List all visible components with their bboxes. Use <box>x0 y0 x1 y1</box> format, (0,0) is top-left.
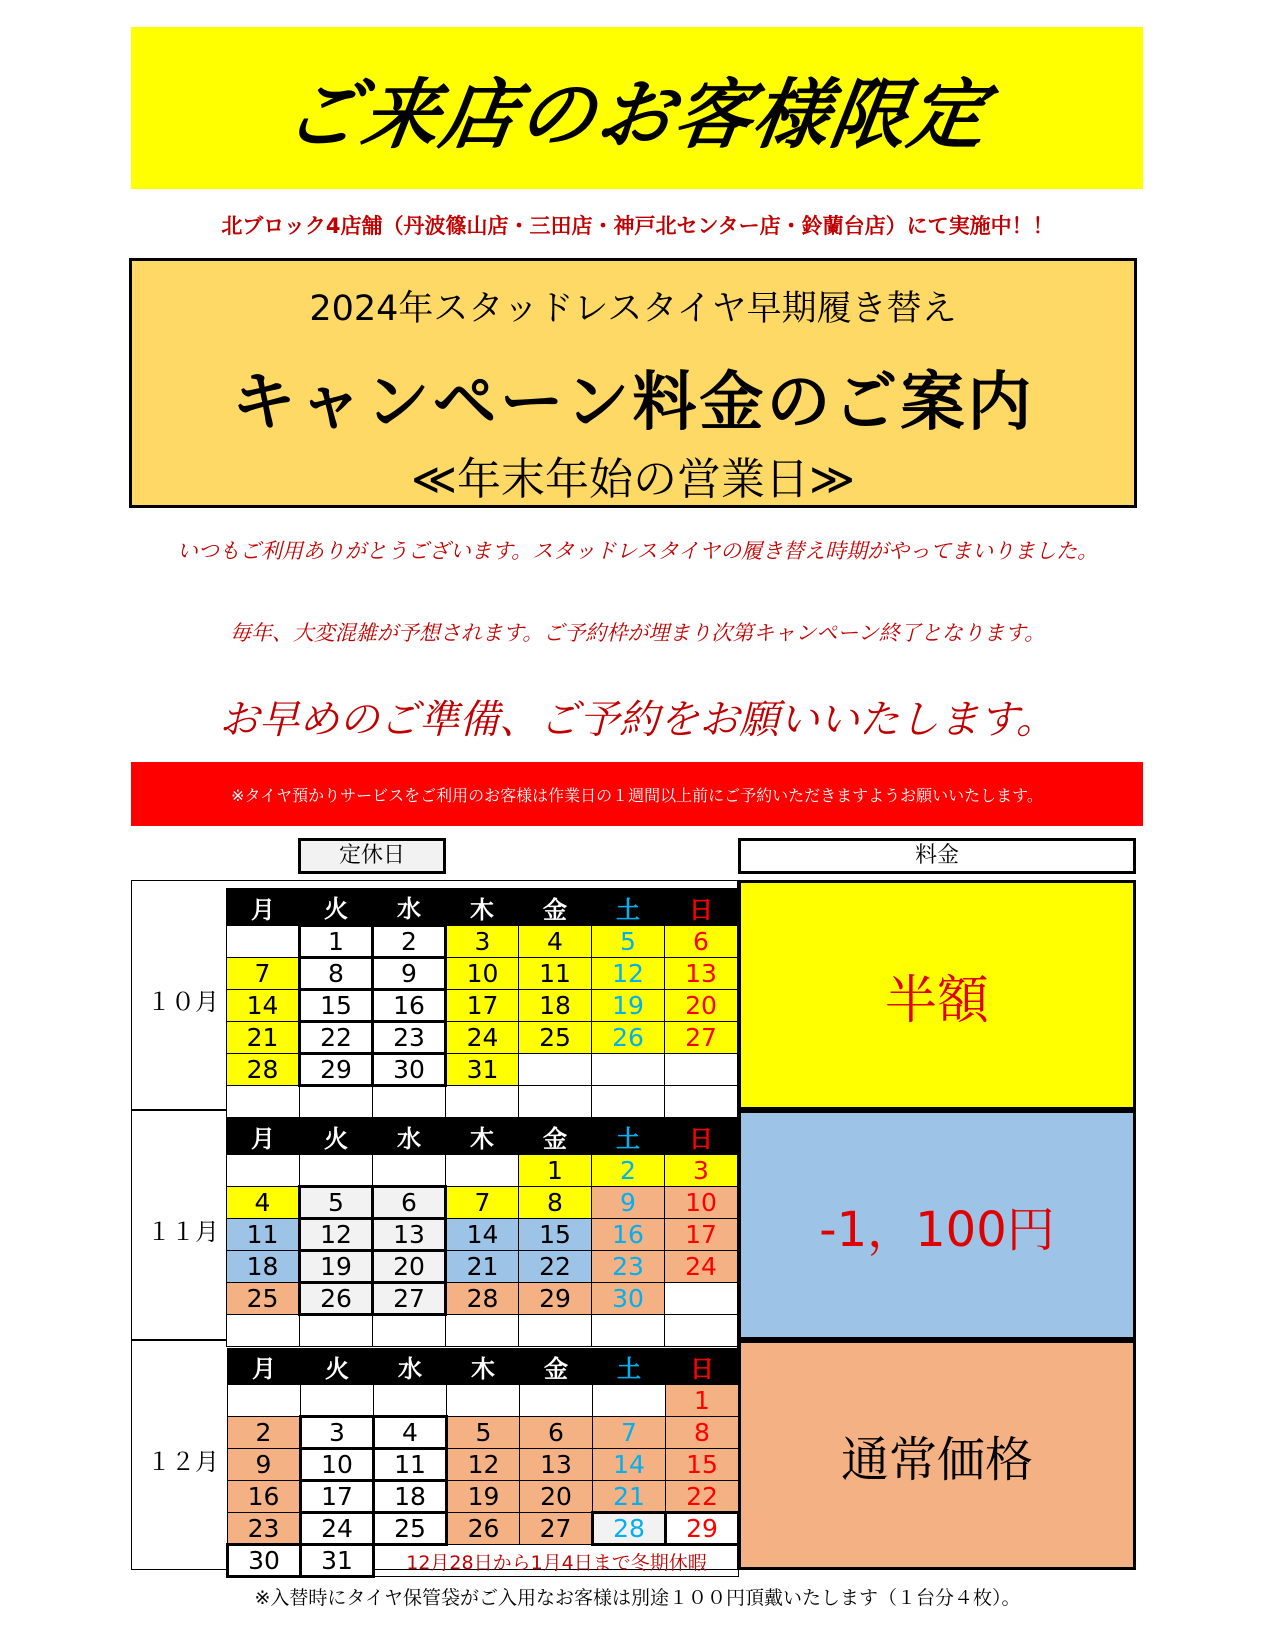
calendar-day <box>520 1385 593 1417</box>
calendar-december <box>226 1348 740 1578</box>
price-november <box>738 1110 1136 1340</box>
price-december <box>738 1340 1136 1570</box>
calendar-day: 11 <box>374 1449 447 1481</box>
weekday-header: 土 <box>592 1119 665 1155</box>
calendar-day: 3 <box>446 926 519 958</box>
calendar-day: 18 <box>227 1251 300 1283</box>
weekday-header: 土 <box>592 889 665 926</box>
calendar-day <box>592 1054 665 1086</box>
banner-title: ご来店のお客様限定 <box>278 69 994 159</box>
weekday-header: 金 <box>520 1349 593 1385</box>
calendar-day: 12 <box>592 958 665 990</box>
calendar-day: 16 <box>373 990 446 1022</box>
calendar-day: 26 <box>447 1513 520 1545</box>
calendar-day <box>447 1385 520 1417</box>
calendar-day: 23 <box>373 1022 446 1054</box>
calendar-day: 12 <box>300 1219 373 1251</box>
calendar-day: 15 <box>300 990 373 1022</box>
weekday-header: 金 <box>519 1119 592 1155</box>
calendar-day: 1 <box>300 926 373 958</box>
calendar-day: 22 <box>666 1481 739 1513</box>
message-reserve: お早めのご準備、ご予約をお願いいたします。 <box>219 697 1056 743</box>
calendar-day: 28 <box>446 1283 519 1315</box>
calendar-day: 25 <box>519 1022 592 1054</box>
calendar-day <box>665 1086 738 1118</box>
calendar-day: 19 <box>300 1251 373 1283</box>
calendar-day: 10 <box>301 1449 374 1481</box>
weekday-header: 水 <box>373 889 446 926</box>
calendar-day: 30 <box>592 1283 665 1315</box>
calendar-day <box>519 1054 592 1086</box>
calendar-day: 14 <box>446 1219 519 1251</box>
calendar-day: 18 <box>374 1481 447 1513</box>
calendar-day: 13 <box>520 1449 593 1481</box>
calendar-day: 2 <box>592 1155 665 1187</box>
price-value: 通常価格 <box>840 1431 1033 1488</box>
calendar-day <box>300 1155 373 1187</box>
calendar-day: 9 <box>592 1187 665 1219</box>
calendar-day: 17 <box>301 1481 374 1513</box>
calendar-day <box>373 1315 446 1347</box>
calendar-day: 8 <box>300 958 373 990</box>
weekday-header: 火 <box>300 1119 373 1155</box>
calendar-day: 6 <box>665 926 738 958</box>
calendar-day: 16 <box>228 1481 301 1513</box>
campaign-box <box>129 258 1137 508</box>
calendar-day: 12 <box>447 1449 520 1481</box>
footer-note: ※入替時にタイヤ保管袋がご入用なお客様は別途１００円頂戴いたします（１台分４枚）。 <box>254 1587 1021 1609</box>
calendar-day: 11 <box>519 958 592 990</box>
calendar-day: 25 <box>227 1283 300 1315</box>
calendar-day: 23 <box>592 1251 665 1283</box>
calendar-day: 2 <box>228 1417 301 1449</box>
calendar-day: 4 <box>227 1187 300 1219</box>
weekday-header: 水 <box>373 1119 446 1155</box>
calendar-day: 2 <box>373 926 446 958</box>
calendar-day <box>301 1385 374 1417</box>
message-greeting: いつもご利用ありがとうございます。スタッドレスタイヤの履き替え時期がやってまいりました。 <box>176 539 1099 563</box>
stores-line: 北ブロック4店舗（丹波篠山店・三田店・神戸北センター店・鈴蘭台店）にて実施中！！ <box>221 214 1054 238</box>
calendar-day <box>665 1283 738 1315</box>
calendar-day <box>592 1315 665 1347</box>
weekday-header: 月 <box>228 1349 301 1385</box>
calendar-day: 17 <box>665 1219 738 1251</box>
calendar-day <box>519 1315 592 1347</box>
calendar-day <box>300 1086 373 1118</box>
calendar-day: 13 <box>373 1219 446 1251</box>
weekday-header: 月 <box>227 889 300 926</box>
notice-text: ※タイヤ預かりサービスをご利用のお客様は作業日の１週間以上前にご予約いただきますようお願いいたします。 <box>231 785 1043 805</box>
weekday-header: 火 <box>300 889 373 926</box>
month-label: １０月 <box>147 988 219 1016</box>
calendar-day <box>373 1155 446 1187</box>
calendar-day <box>374 1385 447 1417</box>
notice-banner <box>131 762 1143 826</box>
closed-day-label: 定休日 <box>298 838 446 874</box>
calendar-day <box>519 1086 592 1118</box>
calendar-november <box>226 1118 738 1347</box>
weekday-header: 日 <box>666 1349 739 1385</box>
calendar-day <box>592 1086 665 1118</box>
calendar-day: 5 <box>300 1187 373 1219</box>
calendar-day: 18 <box>519 990 592 1022</box>
calendar-day: 21 <box>227 1022 300 1054</box>
calendar-day: 20 <box>665 990 738 1022</box>
calendar-day: 26 <box>592 1022 665 1054</box>
calendar-day: 16 <box>592 1219 665 1251</box>
calendar-day: 28 <box>227 1054 300 1086</box>
calendar-day: 7 <box>227 958 300 990</box>
calendar-day: 20 <box>520 1481 593 1513</box>
calendar-day: 20 <box>373 1251 446 1283</box>
calendar-day <box>227 1315 300 1347</box>
calendar-day: 7 <box>446 1187 519 1219</box>
calendar-day: 25 <box>374 1513 447 1545</box>
weekday-header: 土 <box>593 1349 666 1385</box>
calendar-day: 31 <box>446 1054 519 1086</box>
weekday-header: 木 <box>446 1119 519 1155</box>
calendar-day: 8 <box>519 1187 592 1219</box>
weekday-header: 水 <box>374 1349 447 1385</box>
calendar-day: 19 <box>447 1481 520 1513</box>
calendar-day <box>373 1086 446 1118</box>
calendar-day: 14 <box>593 1449 666 1481</box>
calendar-day: 21 <box>446 1251 519 1283</box>
top-banner <box>131 27 1143 189</box>
calendar-day: 23 <box>228 1513 301 1545</box>
calendar-day: 15 <box>666 1449 739 1481</box>
calendar-day: 4 <box>519 926 592 958</box>
calendar-day: 6 <box>520 1417 593 1449</box>
weekday-header: 金 <box>519 889 592 926</box>
calendar-day: 27 <box>373 1283 446 1315</box>
calendar-day: 24 <box>665 1251 738 1283</box>
calendar-day: 9 <box>373 958 446 990</box>
calendar-day: 27 <box>520 1513 593 1545</box>
calendar-day: 14 <box>227 990 300 1022</box>
calendar-day: 1 <box>519 1155 592 1187</box>
calendar-day: 8 <box>666 1417 739 1449</box>
calendar-day: 26 <box>300 1283 373 1315</box>
calendar-day: 24 <box>446 1022 519 1054</box>
calendar-day: 6 <box>373 1187 446 1219</box>
weekday-header: 木 <box>447 1349 520 1385</box>
calendar-day <box>665 1315 738 1347</box>
calendar-day <box>446 1315 519 1347</box>
calendar-day <box>227 1086 300 1118</box>
calendar-day: 10 <box>446 958 519 990</box>
weekday-header: 火 <box>301 1349 374 1385</box>
calendar-day: 7 <box>593 1417 666 1449</box>
calendar-day: 5 <box>447 1417 520 1449</box>
price-october <box>738 880 1136 1110</box>
price-value: -1，100円 <box>819 1201 1055 1258</box>
calendar-day: 31 <box>301 1545 374 1577</box>
campaign-title: キャンペーン料金のご案内 <box>231 366 1035 440</box>
calendar-day: 15 <box>519 1219 592 1251</box>
calendar-day: 30 <box>228 1545 301 1577</box>
calendar-day: 22 <box>519 1251 592 1283</box>
weekday-header: 木 <box>446 889 519 926</box>
month-label: １２月 <box>147 1448 219 1476</box>
calendar-day: 4 <box>374 1417 447 1449</box>
calendar-day: 22 <box>300 1022 373 1054</box>
price-value: 半額 <box>884 970 989 1031</box>
calendar-day: 5 <box>592 926 665 958</box>
calendar-day: 3 <box>301 1417 374 1449</box>
calendar-day: 9 <box>228 1449 301 1481</box>
calendar-day: 24 <box>301 1513 374 1545</box>
calendar-day: 1 <box>666 1385 739 1417</box>
calendar-day: 29 <box>666 1513 739 1545</box>
calendar-day: 29 <box>300 1054 373 1086</box>
winter-holiday-note: 12月28日から1月4日まで冬期休暇 <box>374 1545 739 1577</box>
calendar-day: 29 <box>519 1283 592 1315</box>
calendar-day <box>227 926 300 958</box>
calendar-october <box>226 888 738 1118</box>
campaign-subtitle: 2024年スタッドレスタイヤ早期履き替え <box>309 289 957 329</box>
calendar-day <box>593 1385 666 1417</box>
calendar-day: 10 <box>665 1187 738 1219</box>
calendar-day <box>227 1155 300 1187</box>
price-label: 料金 <box>738 838 1136 874</box>
calendar-day: 13 <box>665 958 738 990</box>
calendar-day <box>446 1086 519 1118</box>
calendar-day: 21 <box>593 1481 666 1513</box>
calendar-day <box>665 1054 738 1086</box>
weekday-header: 日 <box>665 889 738 926</box>
calendar-day: 28 <box>593 1513 666 1545</box>
calendar-day: 11 <box>227 1219 300 1251</box>
weekday-header: 日 <box>665 1119 738 1155</box>
weekday-header: 月 <box>227 1119 300 1155</box>
calendar-day <box>228 1385 301 1417</box>
calendar-day: 27 <box>665 1022 738 1054</box>
calendar-day: 30 <box>373 1054 446 1086</box>
calendar-day: 17 <box>446 990 519 1022</box>
message-congestion: 毎年、大変混雑が予想されます。ご予約枠が埋まり次第キャンペーン終了となります。 <box>229 621 1046 645</box>
calendar-day <box>446 1155 519 1187</box>
calendar-day <box>300 1315 373 1347</box>
month-label: １１月 <box>147 1218 219 1246</box>
calendar-day: 3 <box>665 1155 738 1187</box>
calendar-day: 19 <box>592 990 665 1022</box>
campaign-caption: ≪年末年始の営業日≫ <box>410 454 856 505</box>
